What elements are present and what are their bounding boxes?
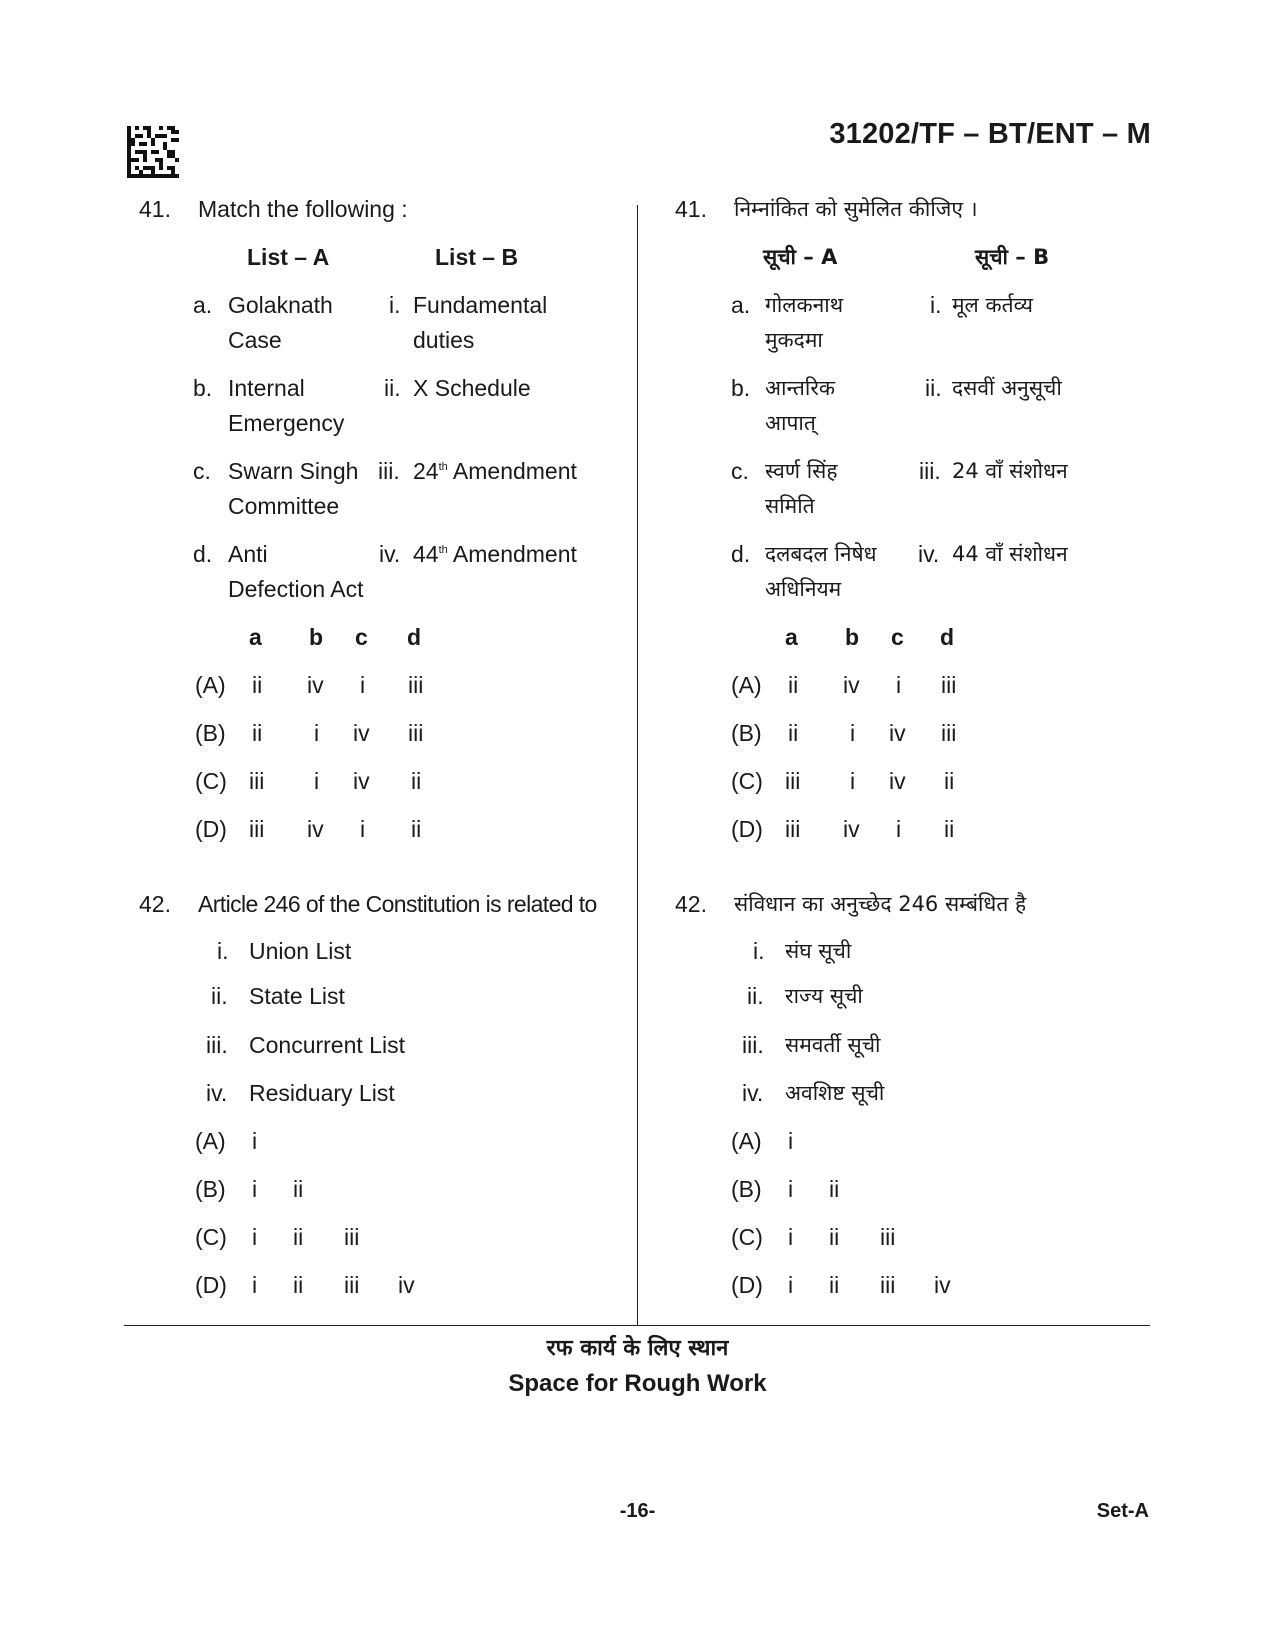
pair-key: ii. (925, 375, 942, 401)
list-item-key: iv. (206, 1080, 228, 1106)
pair-key: c. (731, 458, 749, 484)
pair-key: a. (193, 292, 213, 318)
option-value: iv (307, 816, 324, 842)
option-value: i (788, 1128, 794, 1154)
option-d[interactable]: (D) (195, 816, 227, 842)
rough-work-title-hindi: रफ कार्य के लिए स्थान (546, 1336, 729, 1361)
list-item: Union List (249, 938, 352, 964)
list-a-item: Defection Act (228, 576, 364, 602)
question-number: 41. (675, 196, 707, 222)
rough-work-divider (124, 1325, 1150, 1326)
option-a[interactable]: (A) (731, 672, 762, 698)
list-item: Concurrent List (249, 1032, 405, 1058)
pair-key: d. (193, 541, 213, 567)
option-value: ii (411, 816, 422, 842)
option-value: i (314, 720, 320, 746)
list-a-item: Anti (228, 541, 268, 567)
option-value: iv (843, 816, 860, 842)
option-value: i (314, 768, 320, 794)
option-value: i (850, 720, 856, 746)
option-c[interactable]: (C) (195, 1224, 227, 1250)
list-a-item: गोलकनाथ (765, 293, 844, 317)
option-value: iii (408, 720, 424, 746)
list-item: संघ सूची (785, 939, 852, 963)
list-a-item: Internal (228, 375, 305, 401)
option-value: ii (829, 1176, 840, 1202)
pair-key: c. (193, 458, 211, 484)
option-value: ii (944, 816, 955, 842)
option-value: i (252, 1224, 258, 1250)
question-prompt: निम्नांकित को सुमेलित कीजिए । (734, 197, 978, 221)
list-a-item: Emergency (228, 410, 345, 436)
list-item-key: ii. (211, 983, 228, 1009)
list-item-key: i. (753, 938, 765, 964)
list-b-item: 24th Amendment (413, 458, 577, 484)
option-value: iv (307, 672, 324, 698)
list-a-item: Committee (228, 493, 340, 519)
pair-key: a. (731, 292, 751, 318)
answer-header: c (355, 624, 368, 650)
option-value: iii (880, 1272, 896, 1298)
list-a-title: List – A (247, 244, 330, 270)
option-value: i (252, 1176, 258, 1202)
list-b-item: दसवीं अनुसूची (952, 376, 1062, 400)
list-item: अवशिष्ट सूची (785, 1081, 885, 1105)
pair-key: ii. (384, 375, 401, 401)
option-value: i (850, 768, 856, 794)
list-a-title: सूची – A (763, 245, 838, 269)
option-value: iii (941, 720, 957, 746)
option-value: iv (353, 720, 370, 746)
question-number: 42. (139, 891, 171, 917)
option-d[interactable]: (D) (195, 1272, 227, 1298)
option-a[interactable]: (A) (195, 672, 226, 698)
option-value: iv (353, 768, 370, 794)
option-value: ii (252, 720, 263, 746)
option-a[interactable]: (A) (731, 1128, 762, 1154)
question-prompt: Match the following : (198, 196, 408, 222)
list-b-item: Fundamental (413, 292, 548, 318)
option-value: iii (249, 816, 265, 842)
option-value: i (360, 672, 366, 698)
option-value: ii (829, 1272, 840, 1298)
answer-header: a (249, 624, 262, 650)
option-value: ii (944, 768, 955, 794)
pair-key: d. (731, 541, 751, 567)
list-item-key: iii. (206, 1032, 228, 1058)
option-value: iv (843, 672, 860, 698)
answer-header: a (785, 624, 798, 650)
option-value: iv (889, 720, 906, 746)
list-a-item: Swarn Singh (228, 458, 359, 484)
option-value: iii (408, 672, 424, 698)
option-value: i (788, 1224, 794, 1250)
list-a-item: Case (228, 327, 282, 353)
option-value: iii (941, 672, 957, 698)
option-b[interactable]: (B) (731, 720, 762, 746)
option-value: iv (934, 1272, 951, 1298)
pair-key: b. (193, 375, 213, 401)
option-value: ii (293, 1224, 304, 1250)
option-d[interactable]: (D) (731, 1272, 763, 1298)
list-b-title: List – B (435, 244, 519, 270)
pair-key: iii. (919, 458, 941, 484)
paper-code: 31202/TF – BT/ENT – M (829, 118, 1151, 150)
list-item: समवर्ती सूची (785, 1033, 881, 1057)
list-item-key: ii. (747, 983, 764, 1009)
option-value: ii (788, 720, 799, 746)
option-value: i (360, 816, 366, 842)
question-prompt: Article 246 of the Constitution is related to (198, 891, 597, 917)
option-value: iv (398, 1272, 415, 1298)
option-value: iii (344, 1224, 360, 1250)
list-a-item: आपात् (765, 411, 816, 435)
list-item: State List (249, 983, 345, 1009)
answer-header: d (407, 624, 422, 650)
pair-key: i. (930, 292, 942, 318)
question-prompt: संविधान का अनुच्छेद 246 सम्बंधित है (734, 892, 1027, 916)
list-a-item: Golaknath (228, 292, 333, 318)
option-value: iii (785, 768, 801, 794)
option-value: ii (293, 1176, 304, 1202)
list-b-item: मूल कर्तव्य (952, 293, 1033, 317)
option-value: ii (293, 1272, 304, 1298)
list-item-key: iv. (742, 1080, 764, 1106)
option-c[interactable]: (C) (731, 1224, 763, 1250)
page-number: -16- (619, 1500, 656, 1522)
pair-key: i. (389, 292, 401, 318)
list-b-item: 44th Amendment (413, 541, 577, 567)
option-value: i (788, 1176, 794, 1202)
rough-work-title-english: Space for Rough Work (508, 1370, 767, 1397)
list-a-item: समिति (765, 494, 815, 518)
list-a-item: मुकदमा (765, 328, 823, 352)
option-value: iii (249, 768, 265, 794)
list-b-item: X Schedule (413, 375, 531, 401)
option-value: ii (411, 768, 422, 794)
option-value: iv (889, 768, 906, 794)
option-value: ii (252, 672, 263, 698)
option-c[interactable]: (C) (195, 768, 227, 794)
list-b-title: सूची – B (975, 245, 1050, 269)
option-value: iii (880, 1224, 896, 1250)
list-item: Residuary List (249, 1080, 395, 1106)
option-value: ii (788, 672, 799, 698)
list-item-key: iii. (742, 1032, 764, 1058)
option-value: iii (344, 1272, 360, 1298)
question-number: 42. (675, 891, 707, 917)
option-value: i (252, 1272, 258, 1298)
answer-header: c (891, 624, 904, 650)
set-label: Set-A (1096, 1500, 1149, 1522)
option-value: i (252, 1128, 258, 1154)
list-a-item: स्वर्ण सिंह (765, 459, 838, 483)
option-b[interactable]: (B) (195, 720, 226, 746)
option-b[interactable]: (B) (195, 1176, 226, 1202)
answer-header: d (940, 624, 955, 650)
list-a-item: आन्तरिक (765, 376, 836, 400)
option-b[interactable]: (B) (731, 1176, 762, 1202)
pair-key: iii. (378, 458, 400, 484)
option-value: i (788, 1272, 794, 1298)
list-item-key: i. (217, 938, 229, 964)
list-a-item: दलबदल निषेध (765, 542, 877, 566)
option-a[interactable]: (A) (195, 1128, 226, 1154)
pair-key: iv. (379, 541, 401, 567)
list-b-item: 24 वाँ संशोधन (952, 459, 1068, 483)
list-a-item: अधिनियम (765, 577, 842, 601)
option-d[interactable]: (D) (731, 816, 763, 842)
option-value: i (896, 816, 902, 842)
hindi-column (675, 195, 1185, 1325)
list-item: राज्य सूची (785, 984, 863, 1008)
option-c[interactable]: (C) (731, 768, 763, 794)
list-b-item: 44 वाँ संशोधन (952, 542, 1068, 566)
english-column (139, 195, 649, 1325)
pair-key: iv. (918, 541, 940, 567)
qr-code (127, 126, 179, 178)
option-value: iii (785, 816, 801, 842)
question-number: 41. (139, 196, 171, 222)
option-value: i (896, 672, 902, 698)
option-value: ii (829, 1224, 840, 1250)
list-b-item: duties (413, 327, 475, 353)
pair-key: b. (731, 375, 751, 401)
answer-header: b (845, 624, 860, 650)
answer-header: b (309, 624, 324, 650)
